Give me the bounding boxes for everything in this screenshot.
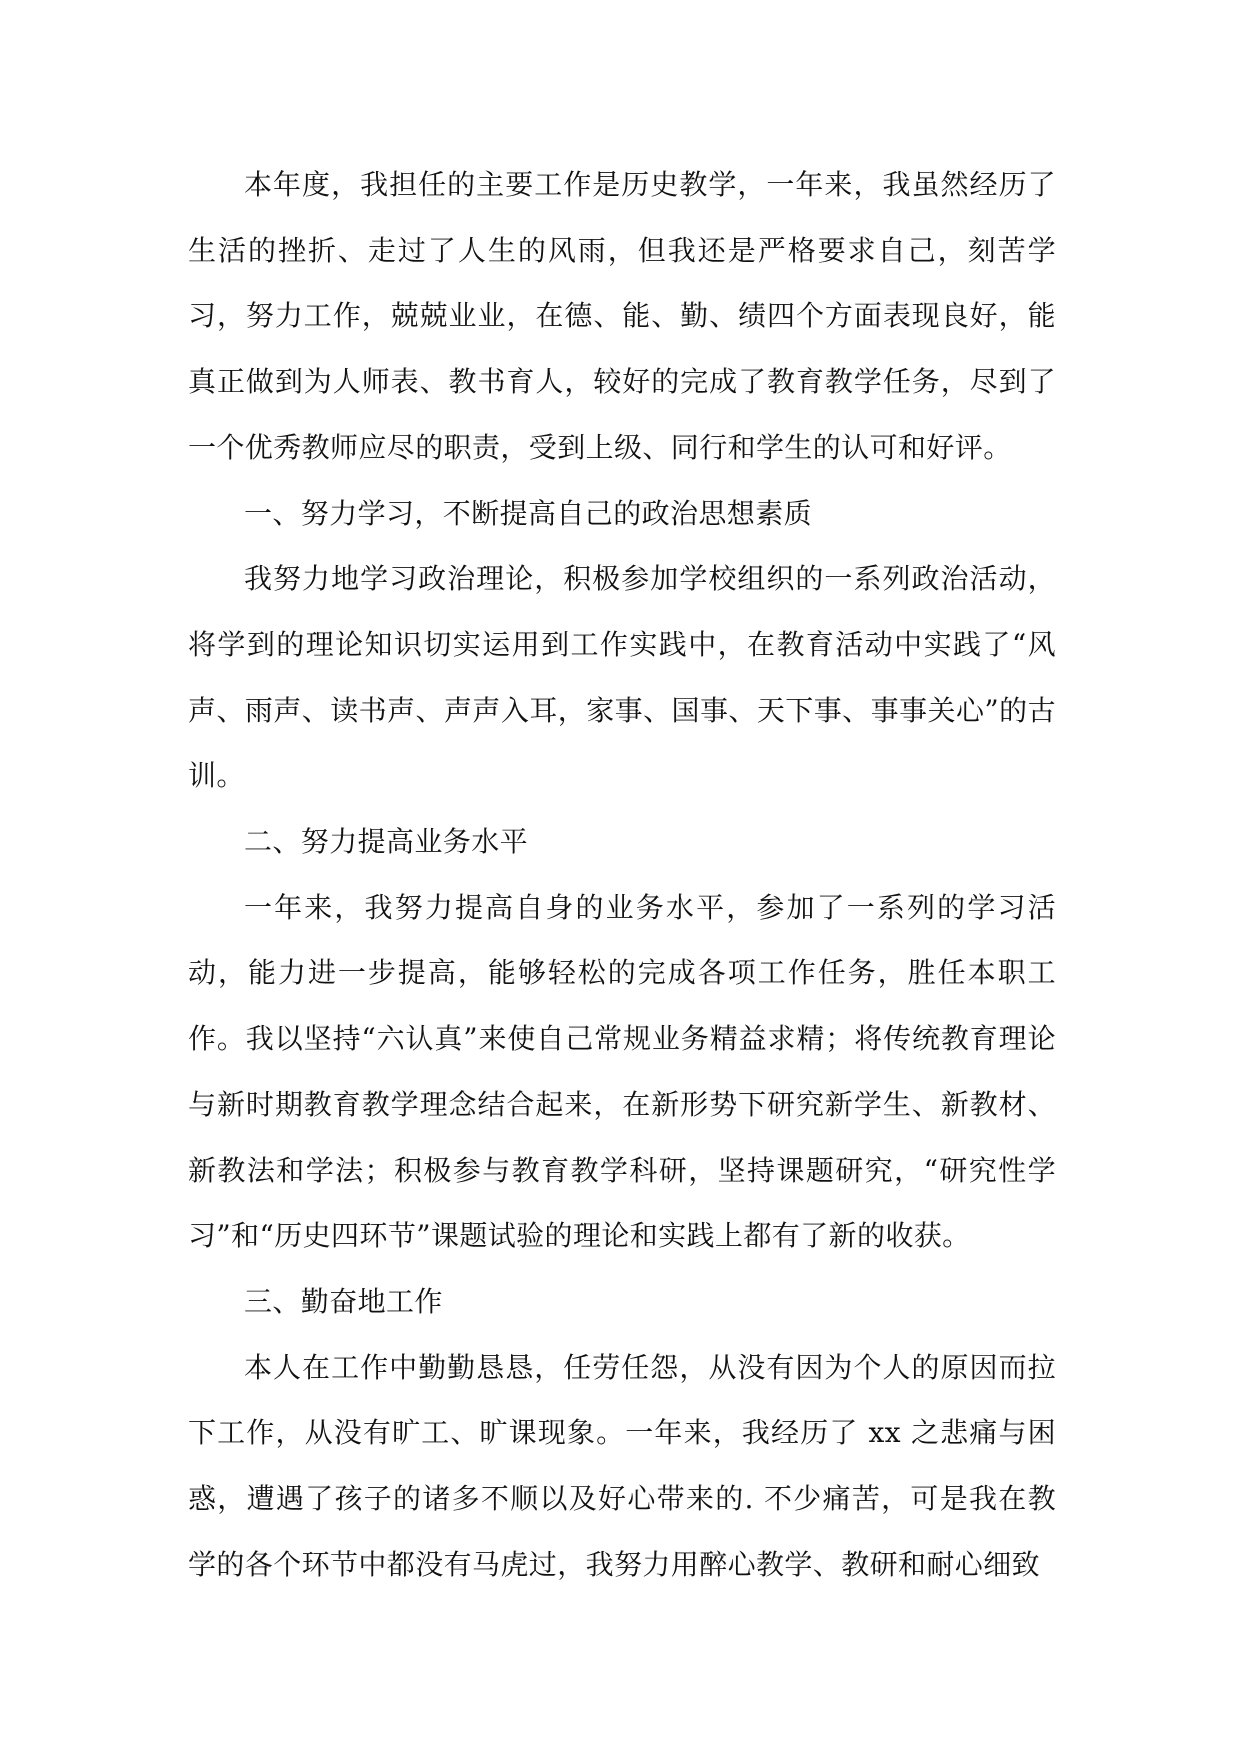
paragraph-intro: 本年度，我担任的主要工作是历史教学，一年来，我虽然经历了生活的挫折、走过了人生的风雨，但我还是严格要求自己，刻苦学习，努力工作，兢兢业业，在德、能、勤、绩四个方面表现良好，能真正做到为人师表、教书育人，较好的完成了教育教学任务，尽到了一个优秀教师应尽的职责，受到上级、同行和学生的认可和好评。 bbox=[188, 168, 1056, 464]
section-heading-2: 二、努力提高业务水平 bbox=[244, 825, 529, 859]
section-heading-1: 一、努力学习，不断提高自己的政治思想素质 bbox=[244, 496, 813, 530]
paragraph-business: 一年来，我努力提高自身的业务水平，参加了一系列的学习活动，能力进一步提高，能够轻松的完成各项工作任务，胜任本职工作。我以坚持“六认真”来使自己常规业务精益求精；将传统教育理论与新时期教育教学理念结合起来，在新形势下研究新学生、新教材、新教法和学法；积极参与教育教学科研，坚持课题研究，“研究性学习”和“历史四环节”课题试验的理论和实践上都有了新的收获。 bbox=[188, 890, 1056, 1253]
paragraph-politics: 我努力地学习政治理论，积极参加学校组织的一系列政治活动，将学到的理论知识切实运用到工作实践中，在教育活动中实践了“风声、雨声、读书声、声声入耳，家事、国事、天下事、事事关心”的古训。 bbox=[188, 562, 1056, 793]
paragraph-work: 本人在工作中勤勤恳恳，任劳任怨，从没有因为个人的原因而拉下工作，从没有旷工、旷课现象。一年来，我经历了 xx 之悲痛与困惑，遭遇了孩子的诸多不顺以及好心带来的. 不少痛苦，可是我在教学的各个环节中都没有马虎过，我努力用醉心教学、教研和耐心细致 bbox=[188, 1350, 1056, 1581]
document-page bbox=[188, 152, 1056, 1597]
section-heading-3: 三、勤奋地工作 bbox=[244, 1284, 443, 1318]
